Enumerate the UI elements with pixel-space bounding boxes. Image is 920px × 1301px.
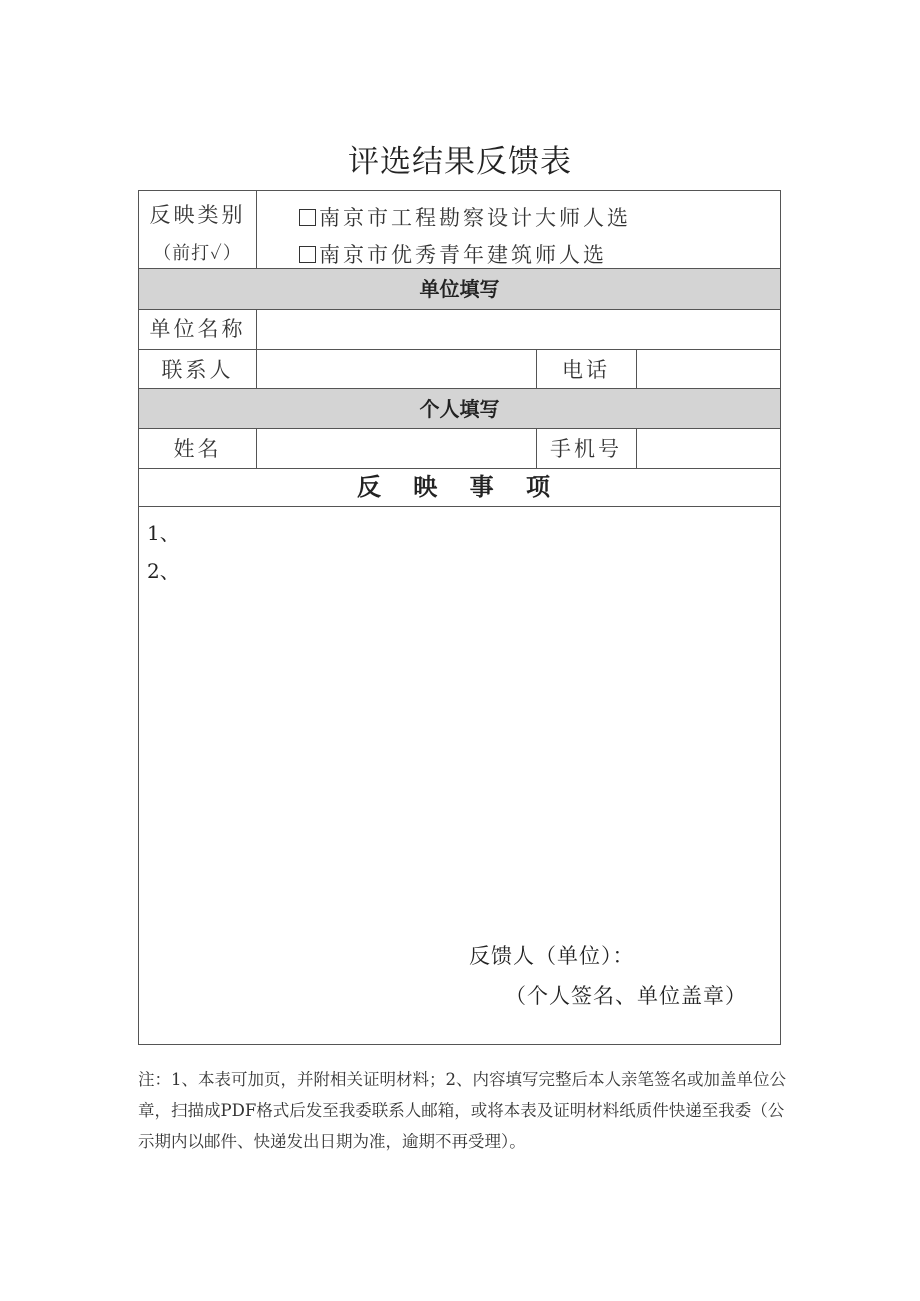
option-master[interactable] <box>299 202 631 232</box>
checkbox-icon[interactable] <box>299 209 316 226</box>
footnote: 注：1、本表可加页，并附相关证明材料；2、内容填写完整后本人亲笔签名或加盖单位公章，扫描成PDF格式后发至我委联系人邮箱，或将本表及证明材料纸质件快递至我委（公示期内以邮件、快递发出日期为准，逾期不再受理）。 <box>138 1070 786 1151</box>
contact-label: 联系人 <box>161 358 234 382</box>
category-label-line2: （前打✓） <box>153 243 242 264</box>
category-label-line1: 反映类别 <box>149 203 246 227</box>
matter-item: 1、 <box>147 521 180 545</box>
category-label <box>139 199 256 265</box>
signer-label: 反馈人（单位）： <box>469 944 635 968</box>
unit-name-field[interactable] <box>257 310 781 348</box>
phone-label: 电话 <box>562 358 610 382</box>
option-young-architect-label: 南京市优秀青年建筑师人选 <box>319 243 607 267</box>
page-title: 评选结果反馈表 <box>348 144 572 180</box>
checkbox-icon[interactable] <box>299 246 316 263</box>
option-master-label: 南京市工程勘察设计大师人选 <box>319 206 631 230</box>
contact-field[interactable] <box>257 350 535 387</box>
unit-name-label: 单位名称 <box>149 317 246 341</box>
unit-section-header: 单位填写 <box>139 269 780 309</box>
phone-field[interactable] <box>637 350 781 387</box>
feedback-form <box>138 190 781 1045</box>
person-name-field[interactable] <box>257 429 535 467</box>
matters-header: 反 映 事 项 <box>356 473 563 501</box>
matter-item: 2、 <box>147 559 180 583</box>
matters-body[interactable] <box>139 507 780 1044</box>
mobile-field[interactable] <box>637 429 781 467</box>
col-divider <box>256 191 257 268</box>
sign-note: （个人签名、单位盖章） <box>505 984 747 1008</box>
personal-section-header: 个人填写 <box>139 389 780 428</box>
mobile-label: 手机号 <box>550 437 622 461</box>
person-name-label: 姓名 <box>173 437 222 461</box>
option-young-architect[interactable] <box>299 239 607 269</box>
